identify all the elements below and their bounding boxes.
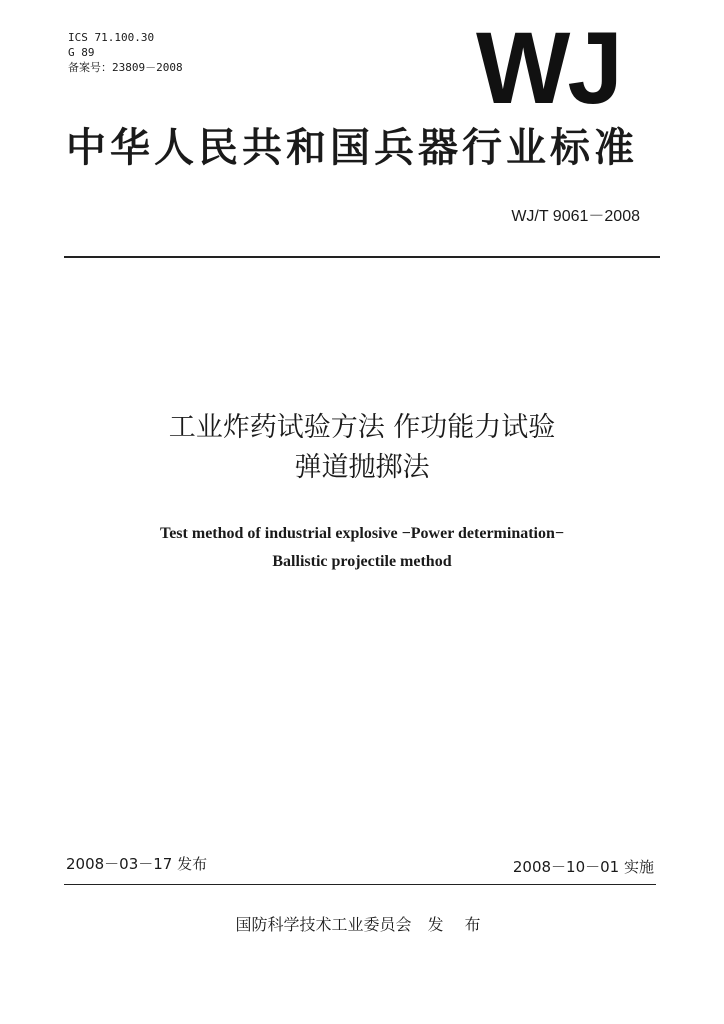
chinese-title-line-1: 工业炸药试验方法 作功能力试验 xyxy=(168,412,556,443)
bottom-divider xyxy=(64,884,656,885)
publish-label: 发 布 xyxy=(427,915,489,934)
issue-date: 2008－03－17 发布 xyxy=(66,855,208,873)
english-title xyxy=(0,520,724,576)
record-number: 备案号：23809－2008 xyxy=(68,61,183,74)
ics-code: ICS 71.100.30 xyxy=(68,31,155,44)
english-title-line-1: Test method of industrial explosive −Power determination− xyxy=(160,525,564,542)
wj-logo: WJ xyxy=(476,11,621,125)
implementation-date: 2008－10－01 实施 xyxy=(512,858,654,876)
english-title-line-2: Ballistic projectile method xyxy=(272,553,452,570)
chinese-title xyxy=(0,408,724,488)
top-divider xyxy=(64,256,660,258)
issuer-name: 国防科学技术工业委员会 xyxy=(235,915,412,934)
organization-title: 中华人民共和国兵器行业标准 xyxy=(66,125,638,171)
standard-number: WJ/T 9061－2008 xyxy=(511,208,640,225)
issuer-line xyxy=(0,912,724,935)
chinese-title-line-2: 弹道抛掷法 xyxy=(294,452,430,483)
class-code: G 89 xyxy=(68,46,95,59)
classification-block xyxy=(68,30,183,75)
